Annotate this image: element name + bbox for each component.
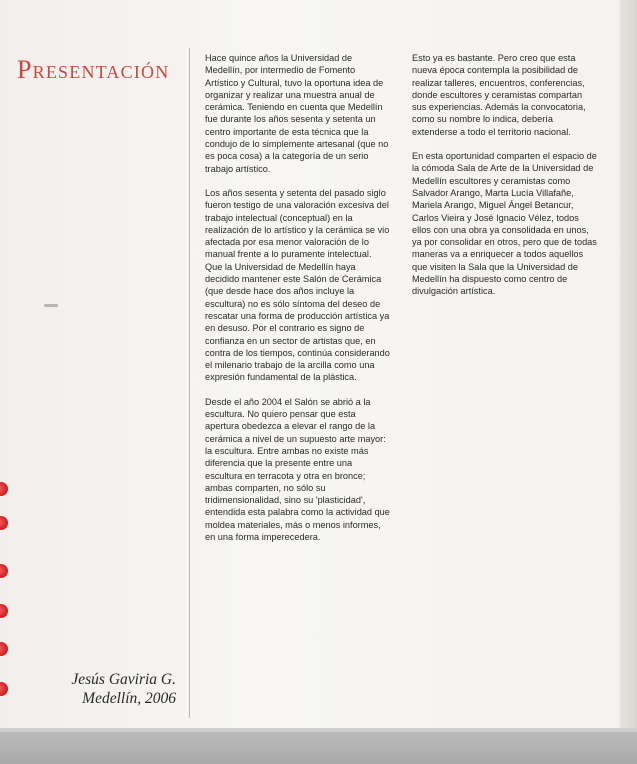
binding-hole (0, 516, 8, 530)
bottom-band (0, 728, 637, 764)
text-column-left (205, 52, 390, 555)
binding-hole (0, 564, 8, 578)
signature-block (71, 670, 176, 708)
page-title: Presentación (17, 55, 170, 84)
place-date: Medellín, 2006 (82, 690, 176, 707)
print-smudge (44, 304, 58, 307)
paragraph: Los años sesenta y setenta del pasado siglo fueron testigo de una valoración excesiva del trabajo intelectual (conceptual) en la realización de lo artístico y la cerámica se vio afectada por esa menor valoración de lo manual frente a lo puramente intelectual. Que la Universidad de Medellín haya decidido mantener este Salón de Cerámica (que desde hace dos años incluye la escultura) no es sólo síntoma del deseo de rescatar una forma de producción artística ya en desuso. Por el contrario es signo de confianza en un sector de artistas que, en contra de los tiempos, continúa considerando el milenario trabajo de la arcilla como una expresión fundamental de la plástica. (205, 187, 390, 383)
binding-hole (0, 604, 8, 618)
paragraph: Hace quince años la Universidad de Medellín, por intermedio de Fomento Artístico y Cultural, tuvo la oportuna idea de organizar y realizar una muestra anual de cerámica. Teniendo en cuenta que Medellín fue durante los años sesenta y setenta un centro importante de esta técnica que la condujo de lo simplemente artesanal (que no es poca cosa) a la categoría de un serio trabajo artístico. (205, 53, 389, 174)
paragraph: En esta oportunidad comparten el espacio de la cómoda Sala de Arte de la Universidad de Medellín escultores y ceramistas como Salvador Arango, Marta Lucía Villafañe, Mariela Arango, Miguel Ángel Betancur, Carlos Vieira y José Ignacio Vélez, todos ellos con una obra ya consolidada en unos, ya por consolidar en otros, pero que de todas maneras va a enriquecer a todos aquellos que visiten la Sala que la Universidad de Medellín ha dispuesto como centro de divulgación artística. (412, 151, 597, 297)
binding-hole (0, 682, 8, 696)
binding-hole (0, 642, 8, 656)
page-edge-shadow (620, 0, 637, 764)
binding-holes (0, 470, 12, 730)
binding-hole (0, 482, 8, 496)
author-name: Jesús Gaviria G. (71, 671, 176, 688)
text-column-right (412, 52, 597, 310)
paragraph: Esto ya es bastante. Pero creo que esta nueva época contempla la posibilidad de realizar talleres, encuentros, conferencias, donde escultores y ceramistas compartan sus experiencias. Además la convocatoria, como su nombre lo indica, debería extenderse a todo el territorio nacional. (412, 53, 586, 137)
column-divider (189, 48, 190, 718)
paragraph: Desde el año 2004 el Salón se abrió a la escultura. No quiero pensar que esta apertura obedezca a elevar el rango de la cerámica a nivel de un supuesto arte mayor: la escultura. Entre ambas no existe más diferencia que la presente entre una escultura en terracota y otra en bronce; ambas comparten, no sólo su tridimensionalidad, sino su 'plasticidad', entendida esta palabra como la actividad que moldea materiales, más o menos informes, en una forma imperecedera. (205, 396, 390, 542)
